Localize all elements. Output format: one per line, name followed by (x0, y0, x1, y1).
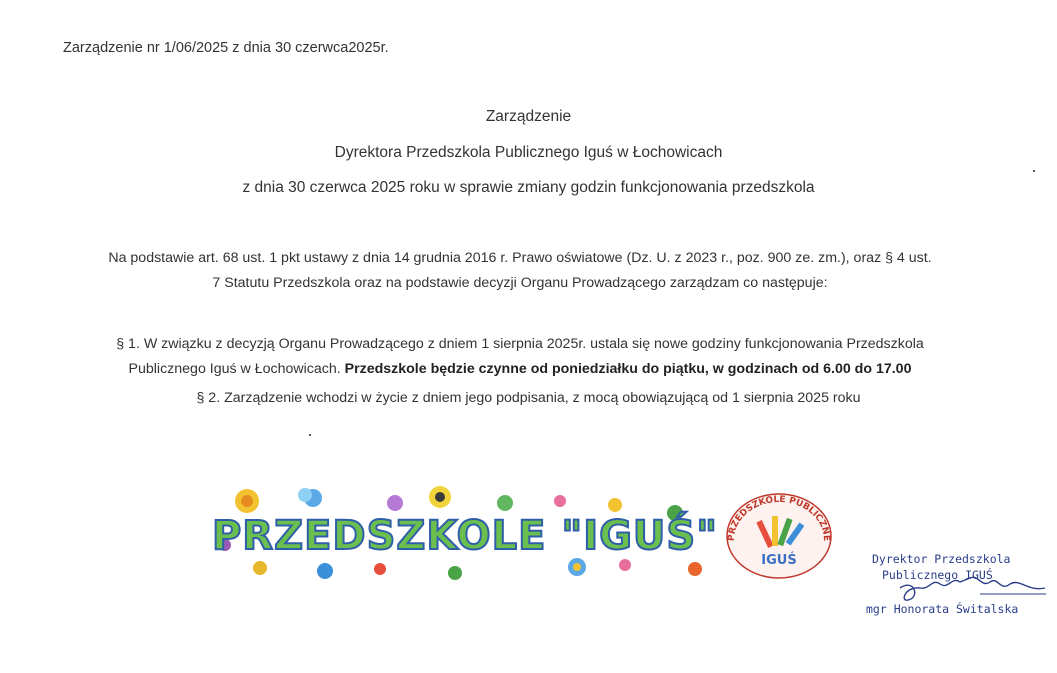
handwritten-signature-image (860, 548, 1050, 628)
stamp-name-line: mgr Honorata Świtalska (866, 602, 1019, 616)
kindergarten-logo-image (205, 483, 725, 583)
document-issuer: Dyrektora Przedszkola Publicznego Iguś w Łochowicach (334, 144, 723, 161)
legal-basis-line-2: 7 Statutu Przedszkola oraz na podstawie decyzji Organu Prowadzącego zarządzam co następuje: (212, 275, 828, 291)
legal-basis (50, 246, 990, 296)
section-1-plain-text: Publicznego Iguś w Łochowicach. (128, 361, 345, 377)
logo-lettering: PRZEDSZKOLE "IGUŚ" (211, 513, 719, 559)
document-title: Zarządzenie (485, 108, 572, 125)
badge-ring-textpath: PRZEDSZKOLE PUBLICZNE (726, 494, 832, 542)
scan-speck (309, 434, 311, 436)
document-subject: z dnia 30 czerwca 2025 roku w sprawie zmiany godzin funkcjonowania przedszkola (242, 179, 815, 196)
badge-center-text: IGUŚ (761, 553, 797, 568)
section-1-bold-text: Przedszkole będzie czynne od poniedziałku do piątku, w godzinach od 6.00 do 17.00 (344, 361, 912, 377)
section-1-line-2 (60, 357, 980, 382)
scan-speck (1033, 170, 1035, 172)
section-2: § 2. Zarządzenie wchodzi w życie z dniem jego podpisania, z mocą obowiązującą od 1 sierpnia 2025 roku (196, 390, 861, 406)
stamp-institution-line: Publicznego IGUŚ (882, 568, 993, 582)
stamp-title-line: Dyrektor Przedszkola (872, 552, 1011, 566)
section-1 (60, 332, 980, 382)
legal-basis-line-1: Na podstawie art. 68 ust. 1 pkt ustawy z dnia 14 grudnia 2016 r. Prawo oświatowe (Dz. U. z 2023 r., poz. 900 ze. zm.), oraz § 4 ust. (108, 250, 932, 266)
document-reference: Zarządzenie nr 1/06/2025 z dnia 30 czerwca2025r. (63, 40, 389, 56)
kindergarten-badge-image (722, 488, 837, 583)
section-1-line-1: § 1. W związku z decyzją Organu Prowadzącego z dniem 1 sierpnia 2025r. ustala się nowe godziny funkcjonowania Przedszkola (116, 336, 924, 352)
